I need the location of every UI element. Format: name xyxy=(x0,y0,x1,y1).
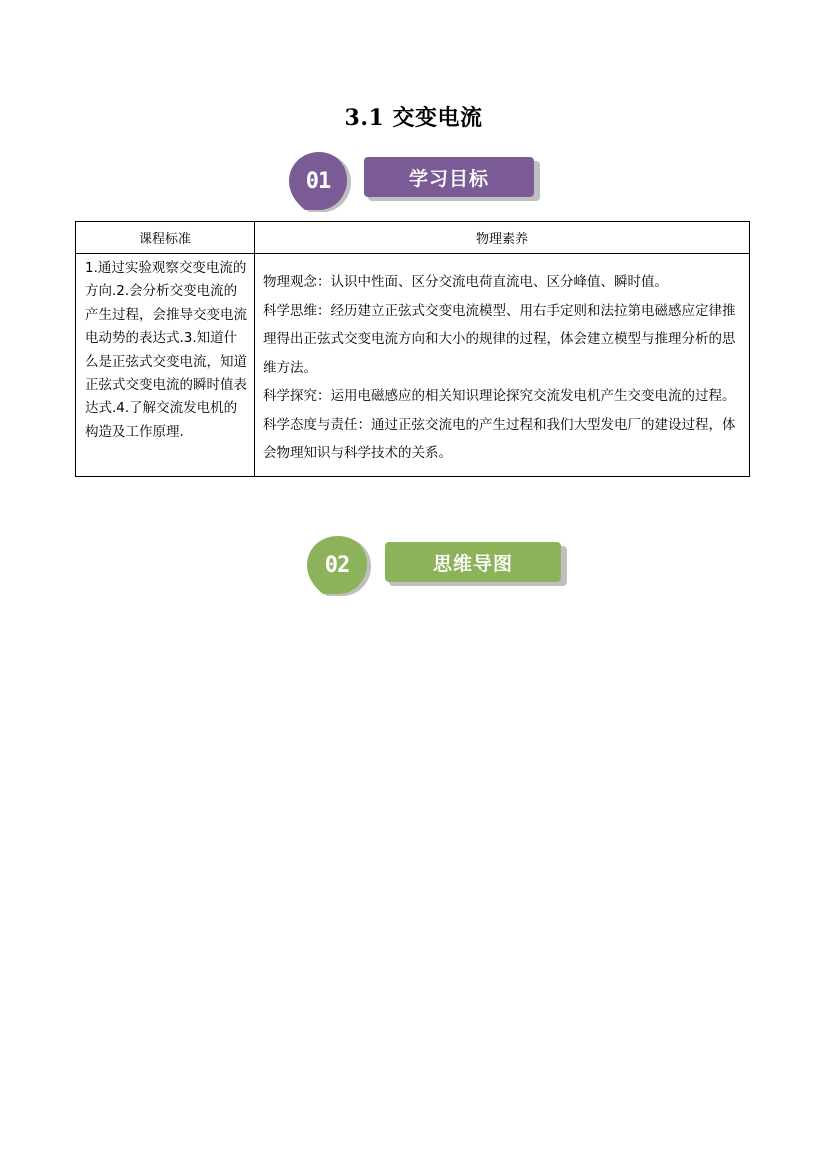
table-header-curriculum: 课程标准 xyxy=(76,222,255,254)
objectives-table xyxy=(75,221,750,477)
literacy-scientific-thinking: 科学思维：经历建立正弦式交变电流模型、用右手定则和法拉第电磁感应定律推理得出正弦式交变电流方向和大小的规律的过程，体会建立模型与推理分析的思维方法。 xyxy=(263,302,736,376)
section-number-badge xyxy=(289,152,353,214)
literacy-scientific-inquiry: 科学探究：运用电磁感应的相关知识理论探究交流发电机产生交变电流的过程。 xyxy=(263,388,736,404)
table-header-row xyxy=(76,222,750,254)
literacy-cell xyxy=(255,254,750,477)
section-number-badge xyxy=(307,536,373,598)
section-label: 学习目标 xyxy=(364,157,534,197)
section-banner-mind-map xyxy=(307,536,569,598)
section-label: 思维导图 xyxy=(385,542,561,582)
section-number: 02 xyxy=(324,552,350,578)
curriculum-standard-cell: 1.通过实验观察交变电流的方向.2.会分析交变电流的产生过程，会推导交变电流电动势的表达式.3.知道什么是正弦式交变电流，知道正弦式交变电流的瞬时值表达式.4.了解交流发电机的构造及工作原理. xyxy=(76,254,255,477)
page-title: 3.1 交变电流 xyxy=(344,105,483,131)
section-banner-learning-objectives xyxy=(289,152,541,214)
table-header-literacy: 物理素养 xyxy=(255,222,750,254)
literacy-attitude-responsibility: 科学态度与责任：通过正弦交流电的产生过程和我们大型发电厂的建设过程，体会物理知识与科学技术的关系。 xyxy=(263,416,736,461)
section-number: 01 xyxy=(305,168,331,194)
literacy-physics-concept: 物理观念：认识中性面、区分交流电荷直流电、区分峰值、瞬时值。 xyxy=(263,274,668,290)
table-row xyxy=(76,254,750,477)
